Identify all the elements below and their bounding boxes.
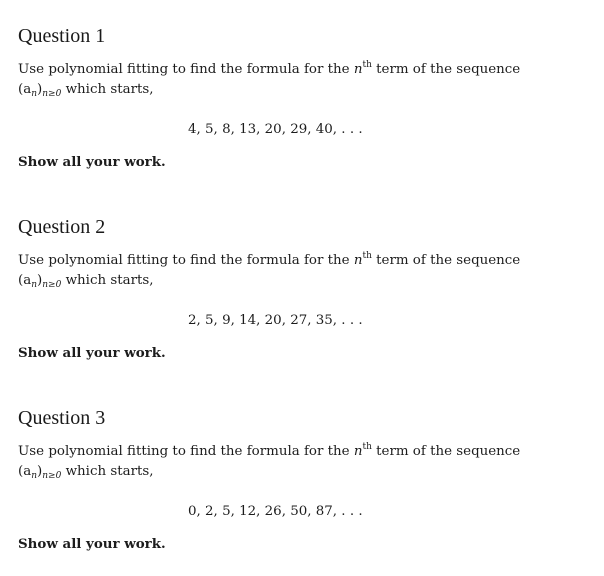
th-superscript: th [362, 60, 372, 70]
question-title: Question 1 [18, 25, 106, 47]
seq-index: n≥0 [42, 471, 62, 481]
question-prompt [18, 60, 588, 100]
seq-sub-n: n [31, 280, 38, 290]
sequence-notation [18, 464, 61, 479]
question-title: Question 3 [18, 407, 106, 429]
seq-index: n≥0 [42, 89, 62, 99]
seq-sub-n: n [31, 89, 38, 99]
prompt-start: Use polynomial fitting to find the formula for the [18, 253, 354, 268]
n-symbol [354, 62, 372, 77]
prompt-start: Use polynomial fitting to find the formula for the [18, 444, 354, 459]
seq-close: ) [37, 82, 43, 97]
which-starts: which starts, [61, 464, 154, 479]
th-superscript: th [362, 442, 372, 452]
sequence-notation [18, 82, 61, 97]
question-title: Question 2 [18, 216, 106, 238]
show-work-instruction: Show all your work. [18, 154, 166, 170]
question-prompt [18, 251, 588, 291]
th-superscript: th [362, 251, 372, 261]
sequence-terms: 2, 5, 9, 14, 20, 27, 35, . . . [188, 313, 363, 328]
question-prompt [18, 442, 588, 482]
show-work-instruction: Show all your work. [18, 536, 166, 552]
prompt-end: term of the sequence [371, 253, 521, 268]
n-symbol [354, 444, 372, 459]
question-3 [18, 406, 588, 554]
sequence-notation [18, 273, 61, 288]
seq-close: ) [37, 273, 43, 288]
prompt-end: term of the sequence [371, 444, 521, 459]
n-symbol [354, 253, 372, 268]
seq-name: (a [18, 82, 32, 97]
prompt-end: term of the sequence [371, 62, 521, 77]
seq-close: ) [37, 464, 43, 479]
seq-name: (a [18, 464, 32, 479]
sequence-terms: 4, 5, 8, 13, 20, 29, 40, . . . [188, 122, 363, 137]
n-variable: n [353, 444, 363, 459]
seq-sub-n: n [31, 471, 38, 481]
which-starts: which starts, [61, 82, 154, 97]
n-variable: n [353, 253, 363, 268]
sequence-terms: 0, 2, 5, 12, 26, 50, 87, . . . [188, 504, 363, 519]
question-2 [18, 215, 588, 363]
prompt-start: Use polynomial fitting to find the formula for the [18, 62, 354, 77]
question-1 [18, 24, 588, 172]
seq-index: n≥0 [42, 280, 62, 290]
n-variable: n [353, 62, 363, 77]
show-work-instruction: Show all your work. [18, 345, 166, 361]
which-starts: which starts, [61, 273, 154, 288]
seq-name: (a [18, 273, 32, 288]
